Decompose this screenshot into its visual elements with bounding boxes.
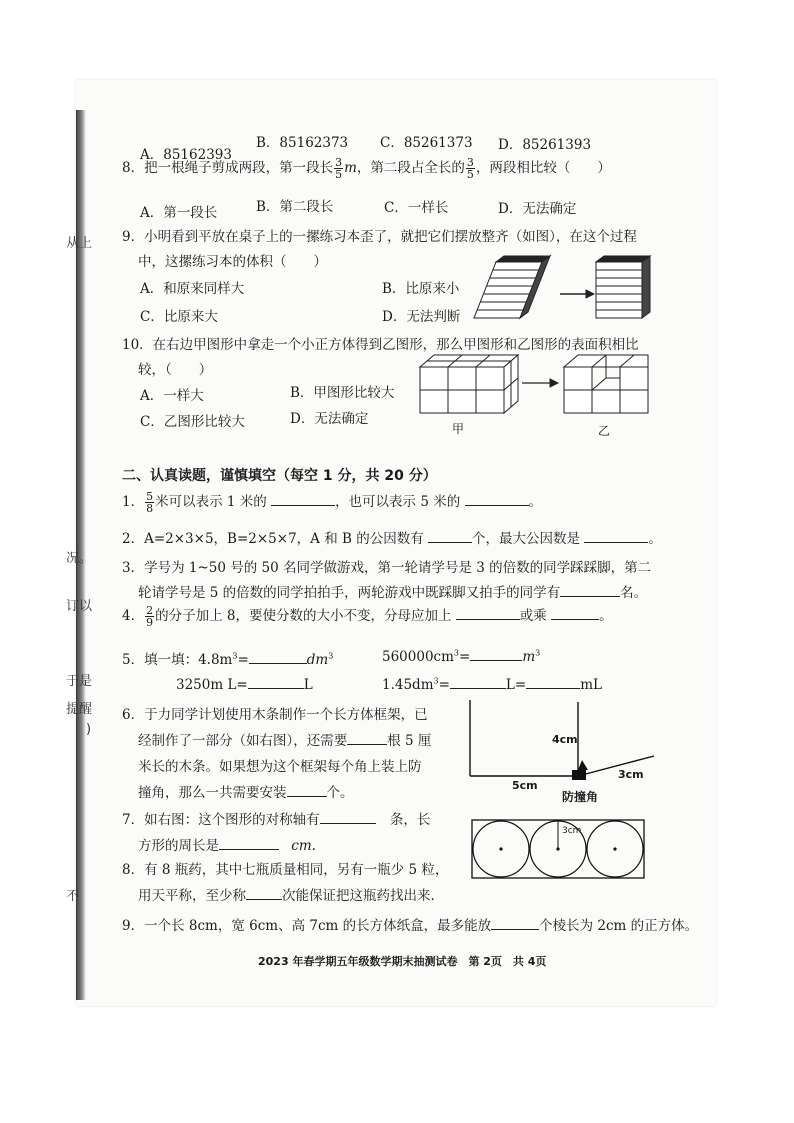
fill-question-8-line2: 用天平称，至少称 次能保证把这瓶药找出来. xyxy=(138,888,435,904)
q7-option-a[interactable]: A．85162393 xyxy=(140,147,232,163)
q8-option-b[interactable]: B．第二段长 xyxy=(256,199,334,215)
q7-option-c[interactable]: C．85261373 xyxy=(380,135,473,151)
answer-blank[interactable] xyxy=(320,811,376,824)
radius-label-3cm: 3cm xyxy=(562,826,582,836)
margin-text: 提醒 xyxy=(66,702,93,717)
page-footer: 2023 年春学期五年级数学期末抽测试卷 第 2页 共 4页 xyxy=(258,955,547,968)
fill-question-6-line3: 米长的木条。如果想为这个框架每个角上装上防 xyxy=(138,759,422,775)
margin-text: ) xyxy=(86,722,92,737)
fill-question-3-line1: 3．学号为 1~50 号的 50 名同学做游戏，第一轮请学号是 3 的倍数的同学踩踩脚，第二 xyxy=(122,560,652,576)
q9-question-line1: 9．小明看到平放在桌子上的一摞练习本歪了，就把它们摆放整齐（如图），在这个过程 xyxy=(122,229,637,245)
fill-question-6-line2: 经制作了一部分（如右图），还需要 根 5 厘 xyxy=(138,733,432,749)
fill-question-5-line2b: $1.45dm^3= L=$ mL xyxy=(382,676,602,693)
answer-blank[interactable] xyxy=(526,676,580,689)
q10-option-c[interactable]: C．乙图形比较大 xyxy=(140,414,245,430)
fill-question-5-line1: 5．填一填：$4.8m^3= dm^3$ xyxy=(122,651,334,668)
q10-question-line2: 较，（ ） xyxy=(138,362,213,378)
answer-blank[interactable] xyxy=(456,607,520,620)
answer-blank[interactable] xyxy=(249,651,307,664)
answer-blank[interactable] xyxy=(347,732,387,745)
fill-question-1: 1． $\frac{5}{8}$ 米可以表示 1 米的 ，也可以表示 5 米的 。 xyxy=(122,490,543,515)
figure-yi xyxy=(564,355,648,413)
q7-option-b[interactable]: B．85162373 xyxy=(256,135,349,151)
answer-blank[interactable] xyxy=(450,676,506,689)
q9-option-d[interactable]: D．无法判断 xyxy=(382,309,461,325)
margin-text: 于是 xyxy=(66,674,93,689)
fill-question-5-line1b: $560000cm^3= m^3$ xyxy=(382,648,541,665)
answer-blank[interactable] xyxy=(491,917,539,930)
notebook-stack-figure xyxy=(468,252,664,324)
aligned-stack xyxy=(596,256,650,318)
q10-option-b[interactable]: B．甲图形比较大 xyxy=(290,385,395,401)
fill-question-5-line2: 3250m L= L xyxy=(176,677,313,693)
q9-option-c[interactable]: C．比原来大 xyxy=(140,309,218,325)
answer-blank[interactable] xyxy=(584,530,648,543)
fill-question-8-line1: 8．有 8 瓶药，其中七瓶质量相同，另有一瓶少 5 粒， xyxy=(122,862,449,878)
arrow-icon xyxy=(560,290,594,298)
margin-text: 不 xyxy=(66,889,80,904)
q8-question: 8．把一根绳子剪成两段，第一段长 $\frac{3}{5}$ m，第二段占全长的 $\frac{3}{5}$ ，两段相比较（ ） xyxy=(122,156,611,181)
q10-option-a[interactable]: A．一样大 xyxy=(140,388,204,404)
q9-option-a[interactable]: A．和原来同样大 xyxy=(140,281,245,297)
dimension-label-4cm: 4cm xyxy=(552,733,578,746)
dimension-label-3cm: 3cm xyxy=(618,768,644,781)
fill-question-6-line4: 撞角，那么一共需要安装 个。 xyxy=(138,785,354,801)
answer-blank[interactable] xyxy=(428,530,472,543)
fill-question-7-line1: 7．如右图：这个图形的对称轴有 条，长 xyxy=(122,812,431,828)
answer-blank[interactable] xyxy=(465,493,529,506)
fill-question-4: 4． $\frac{2}{9}$ 的分子加上 8，要使分数的大小不变，分母应加上 或乘 。 xyxy=(122,604,613,629)
q9-question-line2: 中，这摞练习本的体积（ ） xyxy=(138,254,327,270)
answer-blank[interactable] xyxy=(248,676,304,689)
q10-question-line1: 10．在右边甲图形中拿走一个小正方体得到乙图形，那么甲图形和乙图形的表面积相比 xyxy=(122,337,639,353)
answer-blank[interactable] xyxy=(560,584,620,597)
slanted-stack xyxy=(474,256,550,318)
answer-blank[interactable] xyxy=(287,784,327,797)
figure-label-yi: 乙 xyxy=(598,424,611,438)
answer-blank[interactable] xyxy=(246,887,282,900)
frame-figure xyxy=(464,698,660,802)
fill-question-3-line2: 轮请学号是 5 的倍数的同学拍拍手，两轮游戏中既踩脚又拍手的同学有 名。 xyxy=(138,585,648,601)
q8-option-d[interactable]: D．无法确定 xyxy=(498,201,577,217)
fill-question-9: 9．一个长 8cm，宽 6cm、高 7cm 的长方体纸盒，最多能放 个棱长为 2cm 的正方体。 xyxy=(122,918,699,934)
fill-question-2: 2．A=2×3×5，B=2×5×7，A 和 B 的公因数有 个，最大公因数是 。 xyxy=(122,531,662,547)
dimension-label-5cm: 5cm xyxy=(512,779,538,792)
corner-guard-icon xyxy=(572,760,588,780)
margin-text: 从上 xyxy=(66,236,93,251)
answer-blank[interactable] xyxy=(551,607,599,620)
q10-option-d[interactable]: D．无法确定 xyxy=(290,411,369,427)
q7-option-d[interactable]: D．85261393 xyxy=(498,137,592,153)
answer-blank[interactable] xyxy=(271,493,335,506)
section-title: 二、认真读题，谨慎填空（每空 1 分，共 20 分） xyxy=(122,468,437,484)
q8-option-c[interactable]: C．一样长 xyxy=(384,200,449,216)
arrow-icon xyxy=(522,379,558,387)
q8-option-a[interactable]: A．第一段长 xyxy=(140,205,218,221)
fill-question-6-line1: 6．于力同学计划使用木条制作一个长方体框架，已 xyxy=(122,707,428,723)
q9-option-b[interactable]: B．比原来小 xyxy=(382,281,460,297)
answer-blank[interactable] xyxy=(470,648,522,661)
corner-guard-label: 防撞角 xyxy=(562,790,599,804)
fill-question-7-line2: 方形的周长是 cm. xyxy=(138,838,316,854)
figure-label-jia: 甲 xyxy=(452,422,465,436)
margin-text: 况。 xyxy=(66,551,93,566)
cube-figures xyxy=(418,353,652,415)
answer-blank[interactable] xyxy=(219,837,279,850)
figure-jia xyxy=(420,355,518,413)
circles-in-rectangle-figure xyxy=(470,818,646,880)
margin-text: 订以 xyxy=(66,599,93,614)
